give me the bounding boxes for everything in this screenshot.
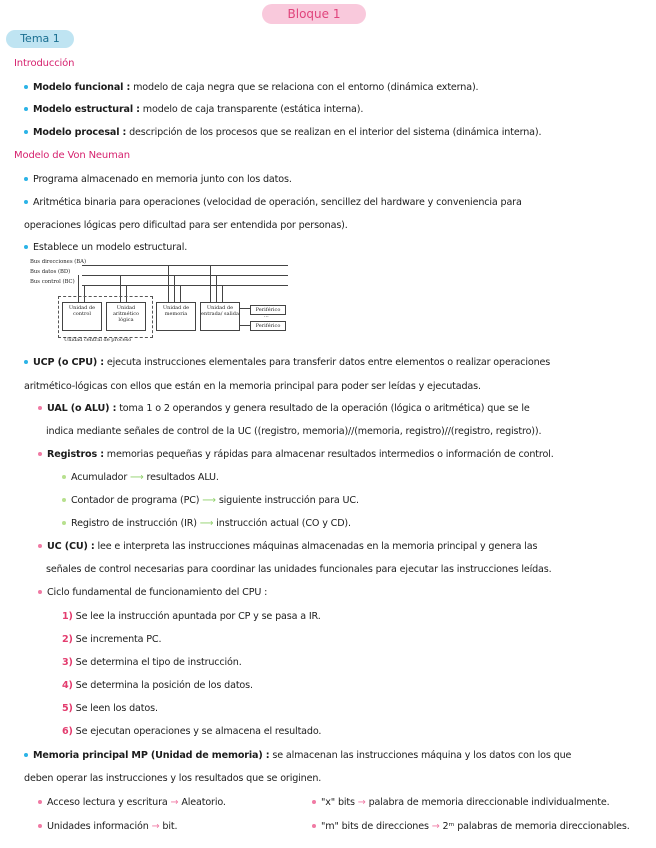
intro-heading: Introducción xyxy=(14,58,75,69)
bus-address-label: Bus direcciones (BA) xyxy=(30,259,87,265)
cycle-step: 3) Se determina el tipo de instrucción. xyxy=(62,657,242,668)
arrow-icon: → xyxy=(357,797,366,808)
uc-item: UC (CU) : lee e interpreta las instrucciones máquinas almacenadas en la memoria principal y genera las xyxy=(38,541,537,552)
bullet-icon xyxy=(38,544,42,548)
memory-word-bits: "x" bits → palabra de memoria direccionable individualmente. xyxy=(312,797,610,808)
bullet-icon xyxy=(62,498,66,502)
bus-address-line xyxy=(82,265,288,266)
bullet-icon xyxy=(38,590,42,594)
peripheral-box: Periférico xyxy=(250,321,286,331)
cycle-step: 5) Se leen los datos. xyxy=(62,703,158,714)
arrow-icon: ⟶ xyxy=(202,495,216,506)
cycle-step: 4) Se determina la posición de los datos. xyxy=(62,680,253,691)
connector xyxy=(240,308,250,309)
cycle-step: 2) Se incrementa PC. xyxy=(62,634,162,645)
vn-item-cont: operaciones lógicas pero dificultad para ser entendida por personas). xyxy=(24,220,348,231)
registers-item: Registros : memorias pequeñas y rápidas para almacenar resultados intermedios o información de control. xyxy=(38,449,554,460)
bullet-icon xyxy=(24,753,28,757)
bus-control-label: Bus control (BC) xyxy=(30,279,75,285)
connector xyxy=(216,275,217,302)
cycle-step: 1) Se lee la instrucción apuntada por CP y se pasa a IR. xyxy=(62,611,321,622)
bus-data-line xyxy=(82,275,288,276)
arrow-icon: → xyxy=(431,821,440,832)
arrow-icon: ⟶ xyxy=(130,472,144,483)
memory-unit-box: Unidad de memoria xyxy=(156,302,196,331)
ellipsis: ... xyxy=(264,313,269,319)
ucp-item: UCP (o CPU) : ejecuta instrucciones elementales para transferir datos entre elementos o realizar operaciones xyxy=(24,357,550,368)
connector xyxy=(222,285,223,302)
memory-address-bits: "m" bits de direcciones → 2ᵐ palabras de memoria direccionables. xyxy=(312,821,630,832)
bullet-icon xyxy=(24,200,28,204)
memory-item-cont: deben operar las instrucciones y los resultados que se originen. xyxy=(24,773,322,784)
cycle-title: Ciclo fundamental de funcionamiento del CPU : xyxy=(38,587,267,598)
bullet-icon xyxy=(312,824,316,828)
block-title: Bloque 1 xyxy=(262,4,366,24)
bullet-icon xyxy=(24,177,28,181)
topic-title: Tema 1 xyxy=(6,30,74,48)
bullet-icon xyxy=(312,800,316,804)
connector xyxy=(180,285,181,302)
memory-access: Acceso lectura y escritura → Aleatorio. xyxy=(38,797,226,808)
ual-item-cont: indica mediante señales de control de la UC ((registro, memoria)//(memoria, registro)//(registro, registro)). xyxy=(46,426,542,437)
register-pc: Contador de programa (PC) ⟶ siguiente instrucción para UC. xyxy=(62,495,359,506)
memory-unit: Unidades información → bit. xyxy=(38,821,177,832)
bus-control-line xyxy=(82,285,288,286)
cpu-label: Unidad central de proceso xyxy=(64,337,132,343)
von-neumann-heading: Modelo de Von Neuman xyxy=(14,150,130,161)
arrow-icon: → xyxy=(170,797,179,808)
control-unit-box: Unidad de control xyxy=(62,302,102,331)
bullet-icon xyxy=(38,800,42,804)
alu-box: Unidad aritmético lógica xyxy=(106,302,146,331)
register-accumulator: Acumulador ⟶ resultados ALU. xyxy=(62,472,219,483)
bullet-icon xyxy=(38,452,42,456)
uc-item-cont: señales de control necesarias para coordinar las unidades funcionales para ejecutar las instrucciones leídas. xyxy=(46,564,552,575)
bullet-icon xyxy=(62,475,66,479)
bus-data-label: Bus datos (BD) xyxy=(30,269,71,275)
vn-item: Aritmética binaria para operaciones (velocidad de operación, sencillez del hardware y conveniencia para xyxy=(24,197,522,208)
cycle-step: 6) Se ejecutan operaciones y se almacena el resultado. xyxy=(62,726,322,737)
bullet-icon xyxy=(24,107,28,111)
connector xyxy=(240,325,250,326)
vn-item: Programa almacenado en memoria junto con los datos. xyxy=(24,174,292,185)
intro-item: Modelo procesal : descripción de los procesos que se realizan en el interior del sistema (dinámica interna). xyxy=(24,127,541,138)
bullet-icon xyxy=(38,406,42,410)
memory-item: Memoria principal MP (Unidad de memoria) : se almacenan las instrucciones máquina y los datos con los que xyxy=(24,750,571,761)
io-unit-box: Unidad de entrada/ salida xyxy=(200,302,240,331)
ual-item: UAL (o ALU) : toma 1 o 2 operandos y genera resultado de la operación (lógica o aritmética) que se le xyxy=(38,403,530,414)
bullet-icon xyxy=(62,521,66,525)
intro-item: Modelo estructural : modelo de caja transparente (estática interna). xyxy=(24,104,363,115)
bullet-icon xyxy=(24,360,28,364)
intro-item: Modelo funcional : modelo de caja negra que se relaciona con el entorno (dinámica externa). xyxy=(24,82,478,93)
arrow-icon: → xyxy=(151,821,160,832)
bullet-icon xyxy=(24,130,28,134)
bullet-icon xyxy=(24,245,28,249)
vn-item: Establece un modelo estructural. xyxy=(24,242,187,253)
connector xyxy=(210,265,211,302)
peripheral-box: Periférico xyxy=(250,305,286,315)
von-neumann-diagram xyxy=(28,255,290,345)
arrow-icon: ⟶ xyxy=(199,518,214,529)
connector xyxy=(174,275,175,302)
bullet-icon xyxy=(24,85,28,89)
bullet-icon xyxy=(38,824,42,828)
connector xyxy=(168,265,169,302)
ucp-item-cont: aritmético-lógicas con ellos que están en la memoria principal para poder ser leídas y ejecutadas. xyxy=(24,381,481,392)
register-ir: Registro de instrucción (IR) ⟶ instrucción actual (CO y CD). xyxy=(62,518,351,529)
